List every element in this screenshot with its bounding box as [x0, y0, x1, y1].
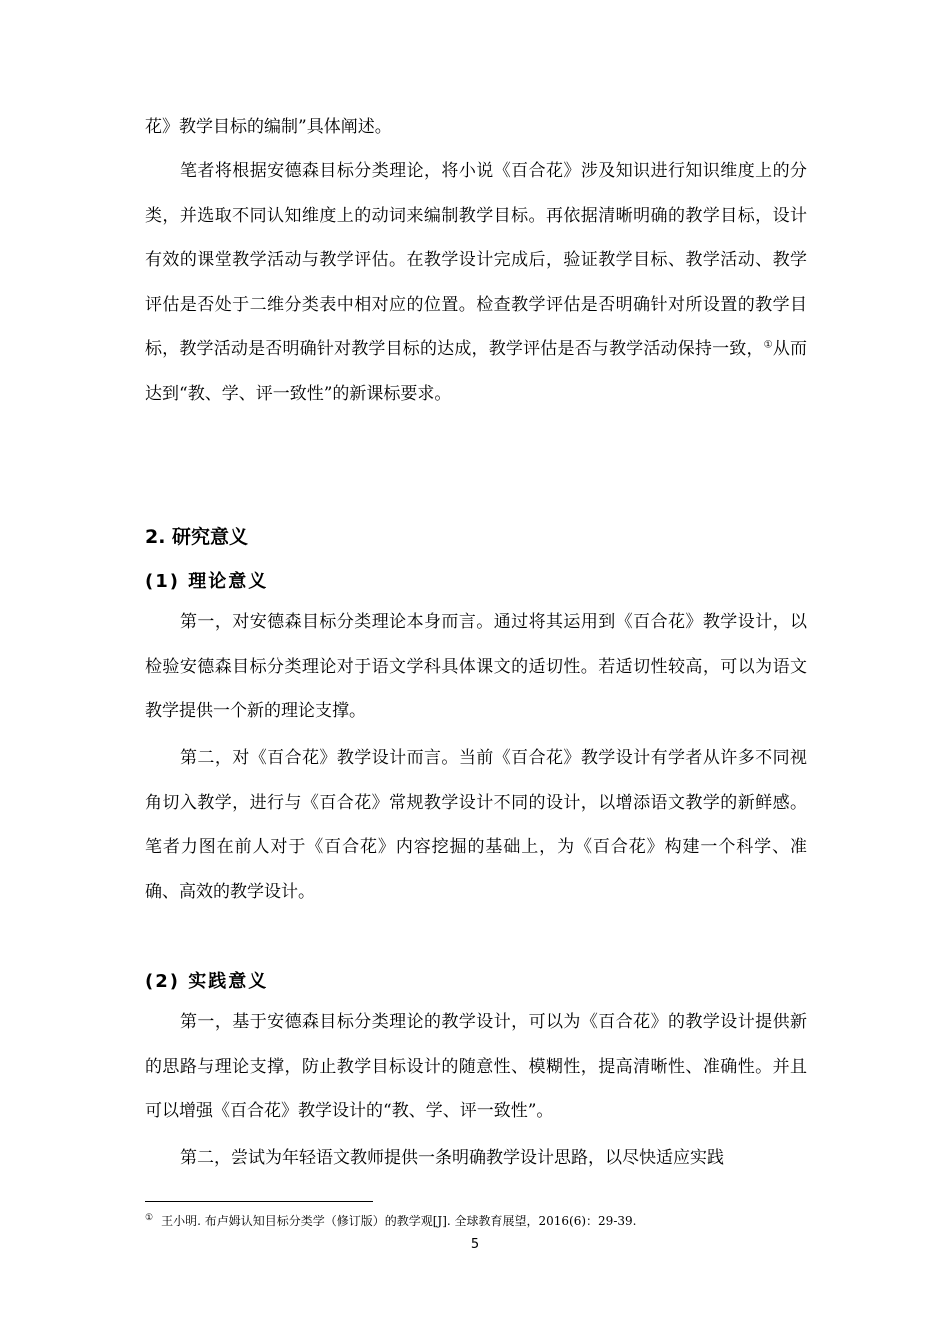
- subsection-heading-practice: (2) 实践意义: [145, 971, 269, 992]
- footnote-divider: [145, 1201, 373, 1202]
- section-heading: 2. 研究意义: [145, 526, 249, 548]
- paragraph-text: 笔者将根据安德森目标分类理论，将小说《百合花》涉及知识进行知识维度上的分类，并选取不同认知维度上的动词来编制教学目标。再依据清晰明确的教学目标，设计有效的课堂教学活动与教学评估。在教学设计完成后，验证教学目标、教学活动、教学评估是否处于二维分类表中相对应的位置。检查教学评估是否明确针对所设置的教学目标，教学活动是否明确针对教学目标的达成，教学评估是否与教学活动保持一致，: [145, 161, 807, 359]
- paragraph-text: 第二，对《百合花》教学设计而言。当前《百合花》教学设计有学者从许多不同视角切入教学，进行与《百合花》常规教学设计不同的设计，以增添语文教学的新鲜感。笔者力图在前人对于《百合花》内容挖掘的基础上，为《百合花》构建一个科学、准确、高效的教学设计。: [145, 748, 807, 902]
- footnote-reference[interactable]: ①: [763, 339, 773, 351]
- paragraph-theory-2: [145, 736, 807, 914]
- footnote-text: 王小明. 布卢姆认知目标分类学（修订版）的教学观[J]. 全球教育展望，2016(6)：29-39.: [161, 1214, 637, 1228]
- paragraph-text: 第一，基于安德森目标分类理论的教学设计，可以为《百合花》的教学设计提供新的思路与理论支撑，防止教学目标设计的随意性、模糊性，提高清晰性、准确性。并且可以增强《百合花》教学设计的“教、学、评一致性”。: [145, 1012, 807, 1121]
- paragraph-practice-1: [145, 1000, 807, 1134]
- paragraph-continuation: [145, 105, 807, 150]
- paragraph-text: 第一，对安德森目标分类理论本身而言。通过将其运用到《百合花》教学设计，以检验安德森目标分类理论对于语文学科具体课文的适切性。若适切性较高，可以为语文教学提供一个新的理论支撑。: [145, 612, 807, 721]
- paragraph-theory-1: [145, 600, 807, 734]
- subsection-heading-theory: (1) 理论意义: [145, 571, 269, 592]
- page-number: 5: [470, 1237, 480, 1252]
- paragraph-research-method: [145, 149, 807, 416]
- paragraph-text: 第二，尝试为年轻语文教师提供一条明确教学设计思路，以尽快适应实践: [180, 1148, 724, 1168]
- paragraph-text: 从而达到“教、学、评一致性”的新课标要求。: [145, 339, 808, 404]
- footnote: [145, 1212, 807, 1230]
- paragraph-practice-2: [145, 1136, 807, 1181]
- footnote-mark: ①: [145, 1213, 154, 1223]
- paragraph-text: 花》教学目标的编制”具体阐述。: [145, 117, 392, 137]
